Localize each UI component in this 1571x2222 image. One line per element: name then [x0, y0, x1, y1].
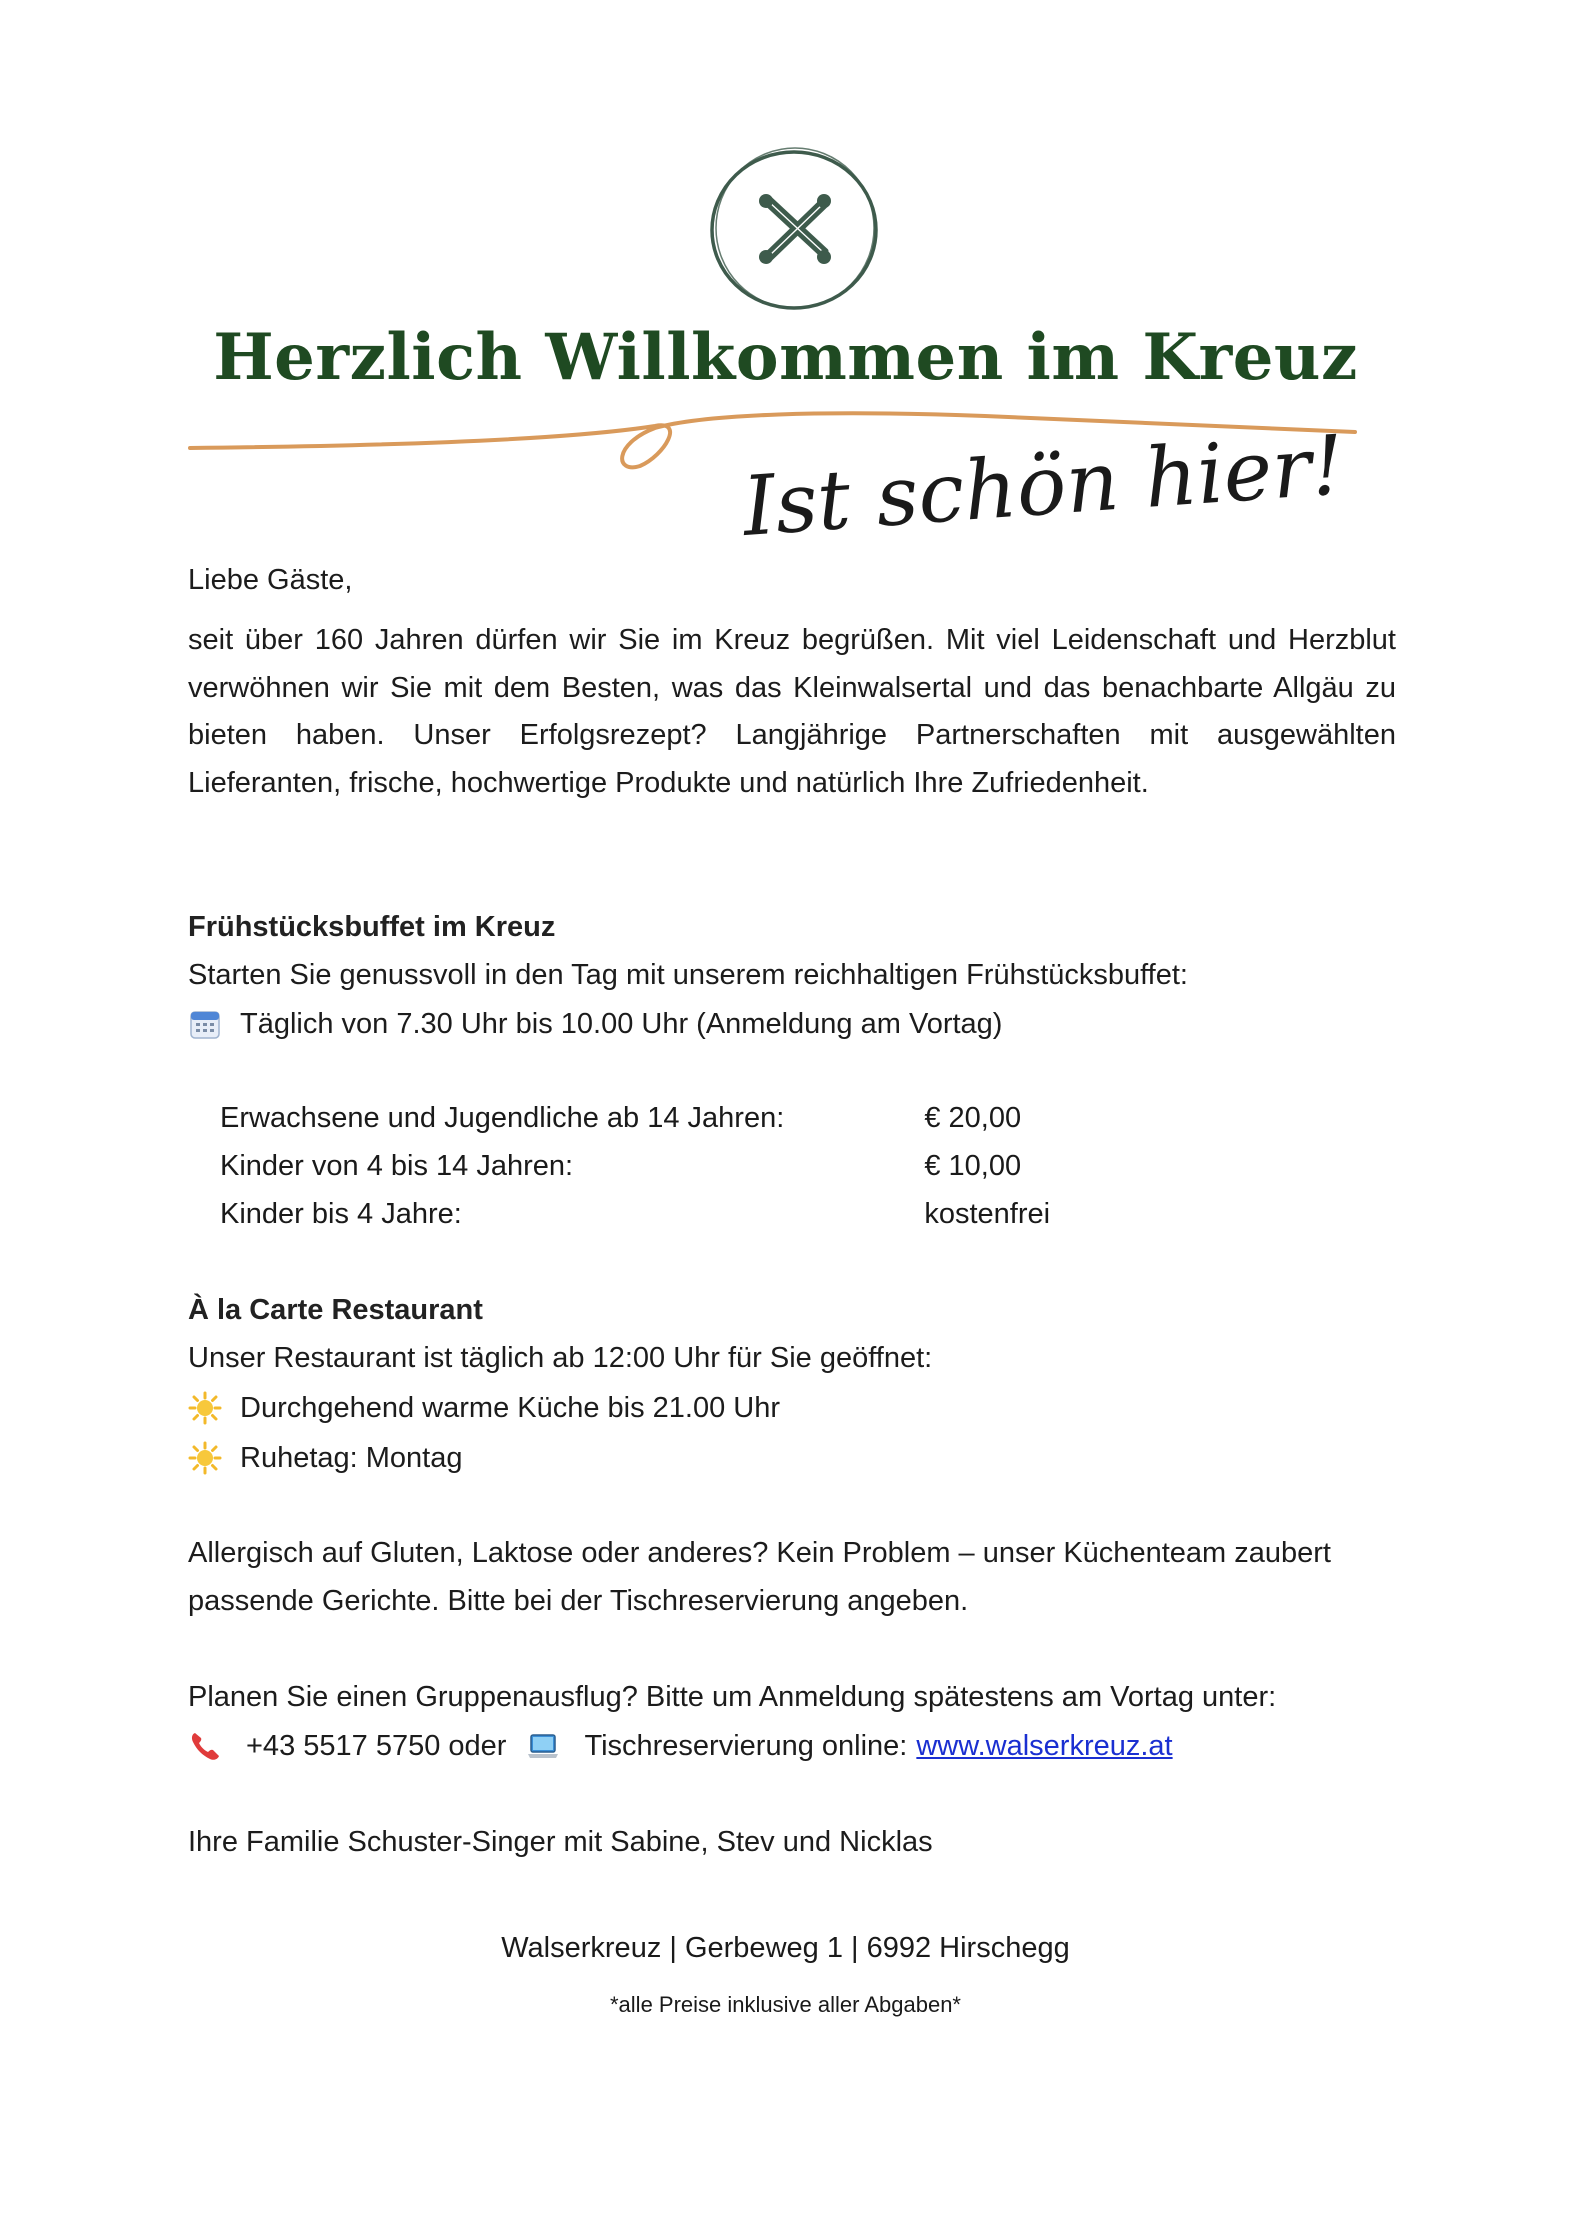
logo — [704, 143, 884, 318]
signature: Ihre Familie Schuster-Singer mit Sabine, Stev und Nicklas — [188, 1826, 933, 1858]
footer-address: Walserkreuz | Gerbeweg 1 | 6992 Hirschegg — [501, 1932, 1070, 1964]
online-label: Tischreservierung online: — [584, 1730, 908, 1762]
price-row — [220, 1094, 1120, 1142]
laptop-icon — [526, 1729, 560, 1763]
breakfast-heading: Frühstücksbuffet im Kreuz — [188, 911, 556, 943]
price-table — [220, 1094, 1120, 1238]
price-label: Kinder von 4 bis 14 Jahren: — [220, 1150, 574, 1182]
price-value: kostenfrei — [924, 1198, 1051, 1230]
website-link[interactable]: www.walserkreuz.at — [916, 1730, 1173, 1762]
breakfast-hours: Täglich von 7.30 Uhr bis 10.00 Uhr (Anmeldung am Vortag) — [240, 1008, 1003, 1040]
phone-icon — [188, 1729, 222, 1763]
restaurant-item — [188, 1384, 1396, 1432]
swash-line — [185, 400, 1435, 560]
script-tagline: Ist schön hier! — [739, 418, 1348, 555]
price-label: Erwachsene und Jugendliche ab 14 Jahren: — [220, 1102, 785, 1134]
restaurant-item-text: Ruhetag: Montag — [240, 1442, 463, 1474]
tagline-swash — [185, 400, 1435, 560]
greeting: Liebe Gäste, — [188, 564, 353, 596]
price-value: € 20,00 — [924, 1102, 1022, 1134]
restaurant-item — [188, 1434, 1396, 1482]
allergy-paragraph: Allergisch auf Gluten, Laktose oder anderes? Kein Problem – unser Küchenteam zaubert passende Gerichte. Bitte bei der Tischreservierung angeben. — [188, 1537, 1331, 1617]
group-intro: Planen Sie einen Gruppenausflug? Bitte um Anmeldung spätestens am Vortag unter: — [188, 1681, 1277, 1713]
restaurant-heading: À la Carte Restaurant — [188, 1294, 483, 1326]
price-value: € 10,00 — [924, 1150, 1022, 1182]
price-row — [220, 1142, 1120, 1190]
phone-number: +43 5517 5750 oder — [246, 1730, 507, 1762]
price-row — [220, 1190, 1120, 1238]
footer-note: *alle Preise inklusive aller Abgaben* — [610, 1992, 961, 2017]
price-label: Kinder bis 4 Jahre: — [220, 1198, 462, 1230]
breakfast-hours-row — [188, 1000, 1396, 1048]
page-title: Herzlich Willkommen im Kreuz — [213, 320, 1358, 395]
sun-icon — [188, 1391, 222, 1425]
breakfast-intro: Starten Sie genussvoll in den Tag mit unserem reichhaltigen Frühstücksbuffet: — [188, 959, 1188, 991]
intro-paragraph: seit über 160 Jahren dürfen wir Sie im Kreuz begrüßen. Mit viel Leidenschaft und Herzblut verwöhnen wir Sie mit dem Besten, was das Kleinwalsertal und das benachbarte Allgäu zu bieten haben. Unser Erfolgsrezept? Langjährige Partnerschaften mit ausgewählten Lieferanten, frische, hochwertige Produkte und natürlich Ihre Zufriedenheit. — [188, 624, 1396, 799]
calendar-icon — [188, 1007, 222, 1041]
restaurant-item-text: Durchgehend warme Küche bis 21.00 Uhr — [240, 1392, 781, 1424]
contact-row — [188, 1722, 1396, 1770]
sun-icon — [188, 1441, 222, 1475]
restaurant-intro: Unser Restaurant ist täglich ab 12:00 Uhr für Sie geöffnet: — [188, 1342, 933, 1374]
button-cross-icon — [704, 143, 884, 318]
